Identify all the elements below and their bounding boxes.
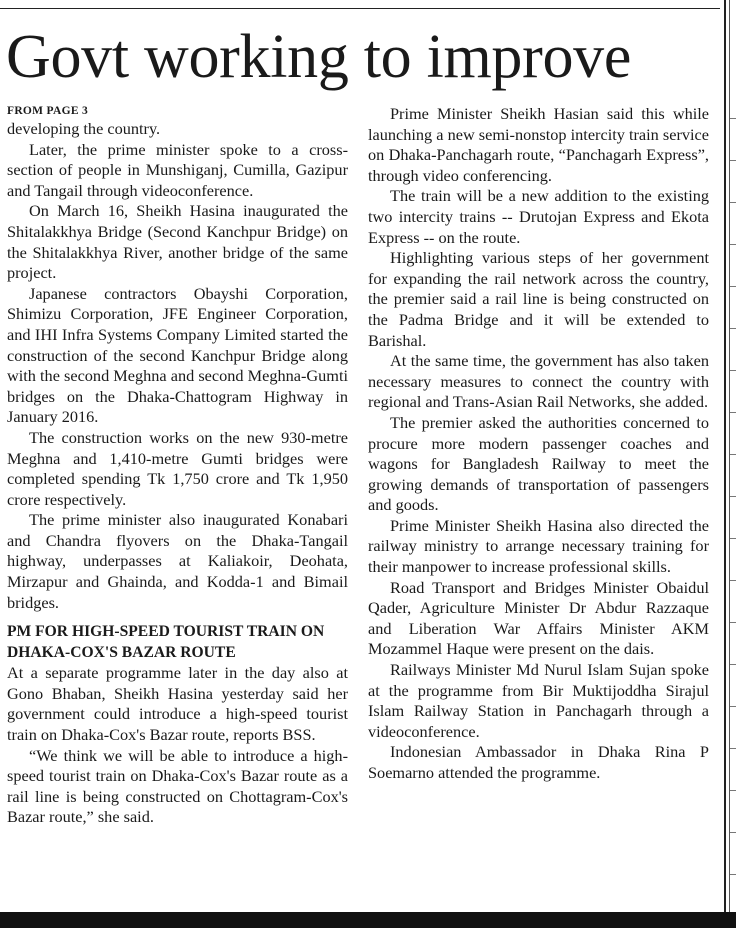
left-column [7, 104, 348, 828]
adjacent-column-edge [730, 0, 736, 912]
paragraph: developing the country. [7, 119, 161, 138]
paragraph: The premier asked the authorities concerned to procure more modern passenger coaches and wagons for Bangladesh Railway to meet the growing demands of transportation of passengers and goods. [368, 412, 709, 515]
paragraph: On March 16, Sheikh Hasina inaugurated the Shitalakkhya Bridge (Second Kanchpur Bridge) on the Shitalakkhya River, another bridge of the same project. [7, 201, 348, 283]
column-rule [724, 0, 726, 912]
paragraph: At a separate programme later in the day also at Gono Bhaban, Sheikh Hasina yesterday said her government could introduce a high-speed tourist train on Dhaka-Cox's Bazar route, reports BSS. [7, 663, 348, 745]
paragraph: The prime minister also inaugurated Konabari and Chandra flyovers on the Dhaka-Tangail highway, underpasses at Kaliakoir, Deohata, Mirzapur and Ghainda, and Kodda-1 and Bimail bridges. [7, 510, 348, 612]
paragraph: Road Transport and Bridges Minister Obaidul Qader, Agriculture Minister Dr Abdur Razzaque and Liberation War Affairs Minister AKM Mozammel Haque were present on the dais. [368, 577, 709, 659]
top-rule [0, 8, 720, 9]
paragraph: Japanese contractors Obayshi Corporation, Shimizu Corporation, JFE Engineer Corporation, and IHI Infra Systems Company Limited started the construction of the second Kanchpur Bridge along with the second Meghna and second Meghna-Gumti bridges on the Dhaka-Chattogram Highway in January 2016. [7, 283, 348, 427]
paragraph: At the same time, the government has also taken necessary measures to connect the country with regional and Trans-Asian Rail Networks, she added. [368, 351, 709, 412]
subheading: PM FOR HIGH-SPEED TOURIST TRAIN ON DHAKA-COX'S BAZAR ROUTE [7, 623, 325, 661]
paragraph: The construction works on the new 930-metre Meghna and 1,410-metre Gumti bridges were completed spending Tk 1,750 crore and Tk 1,950 crore respectively. [7, 427, 348, 509]
paragraph: Later, the prime minister spoke to a cross-section of people in Munshiganj, Cumilla, Gazipur and Tangail through videoconference. [7, 139, 348, 200]
continuation-label: FROM PAGE 3 [7, 105, 89, 117]
paragraph: Prime Minister Sheikh Hasian said this while launching a new semi-nonstop intercity train service on Dhaka-Panchagarh route, “Panchagarh Express”, through video conferencing. [368, 104, 709, 185]
paragraph: Railways Minister Md Nurul Islam Sujan spoke at the programme from Bir Muktijoddha Sirajul Islam Railway Station in Panchagarh through a videoconference. [368, 660, 709, 741]
paragraph: The train will be a new addition to the existing two intercity trains -- Drutojan Express and Ekota Express -- on the route. [368, 186, 709, 247]
paragraph: Prime Minister Sheikh Hasina also directed the railway ministry to arrange necessary training for their manpower to increase professional skills. [368, 515, 709, 577]
headline: Govt working to improve [6, 23, 632, 91]
paragraph: “We think we will be able to introduce a high-speed tourist train on Dhaka-Cox's Bazar route as a rail line is being constructed on Chottagram-Cox's Bazar route,” she said. [7, 745, 348, 827]
right-column [368, 104, 709, 784]
paragraph: Indonesian Ambassador in Dhaka Rina P Soemarno attended the programme. [368, 742, 709, 782]
paragraph: Highlighting various steps of her government for expanding the rail network across the country, the premier said a rail line is being constructed on the Padma Bridge and it will be extended to Barishal. [368, 248, 709, 350]
page-bottom-edge [0, 912, 736, 928]
